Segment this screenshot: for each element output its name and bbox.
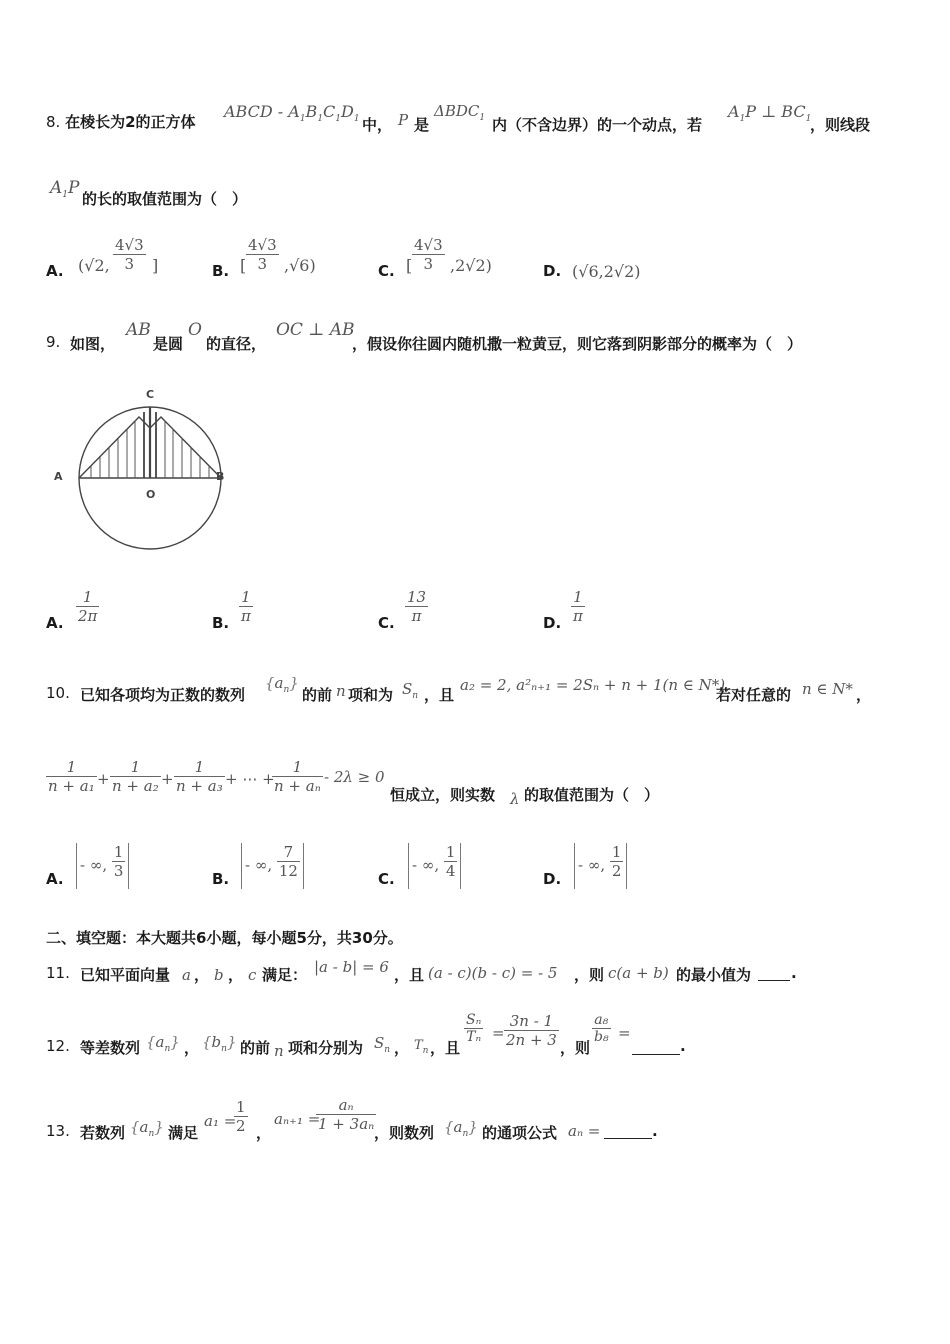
q8-number: 8. [46, 113, 61, 131]
option-fraction: $\frac{13}{\pi}$ [407, 588, 427, 625]
q12-end: . [680, 1037, 686, 1055]
q12-rhs-fraction: $\frac{3n - 1}{2n + 3}$ [506, 1012, 557, 1049]
q11-text-4: ，则 [574, 966, 605, 984]
option-label: B. [212, 262, 230, 280]
sum-term-3: $\frac{1}{\text{n + a₃}}$ [176, 758, 223, 795]
q12-number: 12. [46, 1037, 70, 1055]
q11-vector-c: c [248, 966, 257, 984]
q10-n: n [336, 682, 346, 700]
figure-label-a: A [54, 470, 63, 483]
option-right: ] [152, 256, 159, 275]
q13-answer-blank[interactable] [604, 1124, 652, 1143]
q12-text-5: ，则 [560, 1039, 591, 1057]
q8-segment: $A_1P$ [50, 178, 80, 200]
option-label: D. [543, 262, 562, 280]
option-label: B. [212, 614, 230, 632]
option-label: C. [378, 614, 395, 632]
option-fraction: $\frac{4√3}{3}$ [414, 236, 443, 273]
q13-number: 13. [46, 1122, 70, 1140]
sum-term-1: $\frac{1}{\text{n + a₁}}$ [48, 758, 95, 795]
q13-seq-2: $\{a_n\}$ [444, 1118, 478, 1139]
q8-line1 [46, 112, 196, 132]
q9-ab: AB [126, 320, 151, 340]
option-fraction: $\frac{4√3}{3}$ [248, 236, 277, 273]
q9-text-1: 如图， [70, 335, 116, 353]
q12-lhs-fraction: $\frac{\text{Sₙ}}{\text{Tₙ}}$ [466, 1012, 482, 1045]
option-fraction: $\frac{1}{\pi}$ [241, 588, 251, 625]
q11-comma: ， [194, 966, 210, 984]
q13-a1: a₁ = [204, 1112, 237, 1130]
q8-point-p: P [398, 111, 409, 129]
q10-text-5: 若对任意的 [716, 686, 792, 704]
q11-vector-b: b [214, 966, 224, 984]
q13-end: . [652, 1122, 658, 1140]
q8-text-4: 内（不含边界）的一个动点，若 [492, 116, 703, 134]
q9-figure [46, 384, 236, 554]
q13-seq: $\{a_n\}$ [130, 1118, 164, 1139]
sum-tail: - 2λ ≥ 0 [324, 768, 385, 786]
q11-number: 11. [46, 964, 70, 982]
q13-text-2: 满足 [168, 1124, 199, 1142]
q10-text-2: 的前 [302, 686, 333, 704]
q10-s: $S_n$ [402, 680, 419, 701]
q10-condition: a₂ = 2, a²ₙ₊₁ = 2Sₙ + n + 1(n ∈ N*), [460, 676, 730, 694]
q12-equals: = [492, 1024, 505, 1042]
q12-s: $S_n$ [374, 1034, 391, 1055]
plus-sign: + [161, 770, 174, 788]
option-fraction: $\frac{1}{\pi}$ [573, 588, 583, 625]
q12-t: $T_n$ [414, 1038, 429, 1056]
q11-text-2: 满足： [262, 966, 308, 984]
q12-comma-2: ， [394, 1039, 410, 1057]
q13-half: $\frac{1}{2}$ [236, 1098, 246, 1135]
figure-label-b: B [216, 470, 225, 483]
q12-query-fraction: $\frac{\text{a₈}}{\text{b₈}}$ [594, 1012, 609, 1045]
q10-condition-2: n ∈ N* [802, 680, 853, 698]
option-interval: - ∞, $\frac{1}{4}$ [408, 843, 461, 889]
q13-recurrence-fraction: $\frac{\text{aₙ}}{\text{1 + 3aₙ}}$ [318, 1096, 375, 1133]
q12-text-2: 的前 [240, 1039, 271, 1057]
q8-text-3: 是 [414, 116, 430, 134]
q13-text-1: 若数列 [80, 1124, 126, 1142]
q11-text-5: 的最小值为 [676, 966, 752, 984]
q10-text-8: 的取值范围为（ ） [524, 786, 660, 804]
option-label: B. [212, 870, 230, 888]
sum-term-2: $\frac{1}{\text{n + a₂}}$ [112, 758, 159, 795]
option-label: A. [46, 870, 64, 888]
option-label: C. [378, 870, 395, 888]
q11-vector-a: a [182, 966, 191, 984]
option-label: D. [543, 870, 562, 888]
q12-text-4: ，且 [430, 1039, 461, 1057]
option-left: (√2, [78, 256, 110, 275]
q10-text-4: ，且 [424, 686, 455, 704]
option-fraction: $\frac{1}{2\pi}$ [78, 588, 98, 625]
q8-text-1: 在棱长为2的正方体 [65, 113, 196, 131]
q10-text-7: 恒成立，则实数 [390, 786, 496, 804]
q9-o: O [188, 320, 202, 340]
q10-lambda: λ [510, 790, 520, 808]
q10-sequence: $\{a_n\}$ [265, 674, 299, 695]
q10-number: 10. [46, 684, 70, 702]
q8-condition: $A_1P$ ⊥ $BC_1$ [728, 102, 812, 124]
q10-text-1: 已知各项均为正数的数列 [80, 686, 246, 704]
q9-number: 9. [46, 333, 61, 351]
q12-comma: ， [184, 1039, 200, 1057]
option-right: ,2√2) [450, 256, 492, 275]
q11-text-3: ，且 [394, 966, 425, 984]
q11-end: . [791, 964, 797, 982]
q11-text-1: 已知平面向量 [80, 966, 171, 984]
q12-answer-blank[interactable] [632, 1040, 680, 1059]
q12-text-1: 等差数列 [80, 1039, 141, 1057]
q11-condition-2: (a - c)(b - c) = - 5 [428, 964, 558, 982]
q8-text-6: 的长的取值范围为（ ） [82, 190, 248, 208]
q9-condition: OC ⊥ AB [276, 320, 355, 340]
sum-term-n: $\frac{1}{\text{n + aₙ}}$ [274, 758, 321, 795]
q12-equals-2: = [618, 1024, 631, 1042]
option-label: D. [543, 614, 562, 632]
q10-text-3: 项和为 [348, 686, 394, 704]
q8-text-5: ，则线段 [810, 116, 871, 134]
q13-text-3: ，则数列 [374, 1124, 435, 1142]
q12-text-3: 项和分别为 [288, 1039, 364, 1057]
option-interval: - ∞, $\frac{1}{2}$ [574, 843, 627, 889]
figure-label-c: C [146, 388, 155, 401]
q11-condition-1: |a - b| = 6 [314, 958, 389, 976]
q10-text-6: ， [856, 686, 872, 704]
q11-expression: c(a + b) [608, 964, 669, 982]
q9-text-2: 是圆 [153, 335, 184, 353]
option-label: A. [46, 614, 64, 632]
figure-label-o: O [146, 488, 156, 501]
option-interval: - ∞, $\frac{1}{3}$ [76, 843, 129, 889]
q12-n: n [274, 1042, 284, 1060]
option-right: ,√6) [284, 256, 316, 275]
option-label: C. [378, 262, 395, 280]
q11-answer-blank[interactable] [758, 966, 790, 985]
circle-diagram [46, 384, 236, 554]
q8-triangle: $\Delta BDC_1$ [434, 102, 486, 123]
q9-text-4: ，假设你往圆内随机撒一粒黄豆，则它落到阴影部分的概率为（ ） [352, 335, 803, 353]
q8-cube: ABCD - $A_1B_1C_1D_1$ [224, 102, 360, 124]
option-interval: - ∞, $\frac{7}{12}$ [241, 843, 304, 889]
option-left: [ [240, 256, 247, 275]
q13-recurrence: aₙ₊₁ = [274, 1110, 321, 1128]
ellipsis: + ⋯ + [225, 770, 275, 788]
option-label: A. [46, 262, 64, 280]
option-left: [ [406, 256, 413, 275]
q8-text-2: 中， [362, 116, 393, 134]
section-2-title: 二、填空题：本大题共6小题，每小题5分，共30分。 [46, 929, 403, 947]
q12-seq-a: $\{a_n\}$ [146, 1033, 180, 1054]
q11-comma: ， [228, 966, 244, 984]
q12-seq-b: $\{b_n\}$ [202, 1033, 237, 1054]
option-fraction: $\frac{4√3}{3}$ [115, 236, 144, 273]
q9-text-3: 的直径， [206, 335, 267, 353]
plus-sign: + [97, 770, 110, 788]
q13-comma: ， [256, 1124, 272, 1142]
q13-an: aₙ = [568, 1122, 601, 1140]
option-text: (√6,2√2) [572, 262, 641, 281]
q13-text-4: 的通项公式 [482, 1124, 558, 1142]
